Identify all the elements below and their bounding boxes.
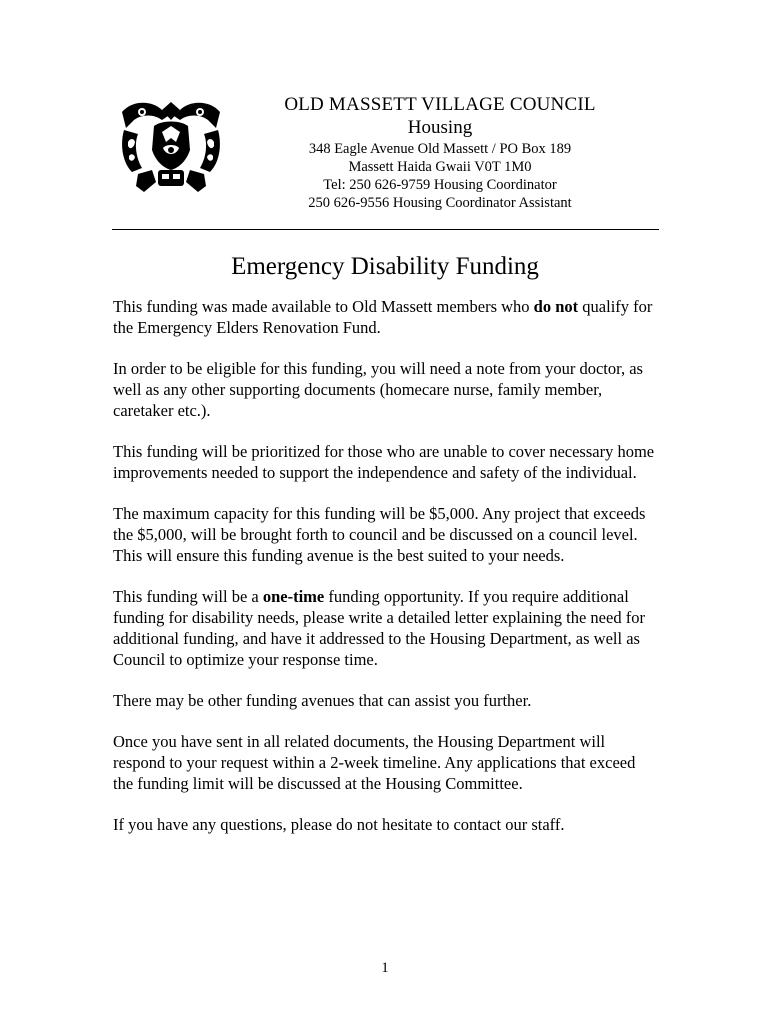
emphasis-do-not: do not — [533, 297, 579, 316]
address-line-1: 348 Eagle Avenue Old Massett / PO Box 189 — [308, 141, 572, 157]
paragraph-response-timeline: Once you have sent in all related documents, the Housing Department will respond to your request within a 2-week timeline. Any applications that exceed the funding limit will be discussed at the Housing Committee. — [113, 732, 636, 793]
page-number: 1 — [381, 960, 389, 976]
paragraph-one-time: This funding will be a one-time funding opportunity. If you require additional funding for disability needs, please write a detailed letter explaining the need for additional funding, and have it addressed to the Housing Department, as well as Council to optimize your response time. — [113, 587, 645, 669]
paragraph-other-avenues: There may be other funding avenues that can assist you further. — [113, 691, 532, 710]
emphasis-one-time: one-time — [262, 587, 325, 606]
paragraph-maximum-capacity: The maximum capacity for this funding will be $5,000. Any project that exceeds the $5,000, will be brought forth to council and be discussed on a council level. This will ensure this funding avenue is the best suited to your needs. — [113, 504, 646, 565]
paragraph-prioritization: This funding will be prioritized for those who are unable to cover necessary home improvements needed to support the independence and safety of the individual. — [113, 442, 655, 482]
phone-line-1: Tel: 250 626-9759 Housing Coordinator — [323, 177, 557, 193]
paragraph-doctor-note: In order to be eligible for this funding, you will need a note from your doctor, as well as any other supporting documents (homecare nurse, family member, caretaker etc.). — [113, 359, 643, 420]
document-title: Emergency Disability Funding — [231, 253, 539, 280]
header-divider — [112, 229, 659, 230]
paragraph-eligibility-scope: This funding was made available to Old Massett members who do not qualify for the Emergency Elders Renovation Fund. — [113, 297, 653, 337]
organization-name: OLD MASSETT VILLAGE COUNCIL — [284, 94, 596, 115]
haida-crest-logo-icon — [118, 98, 224, 196]
phone-line-2: 250 626-9556 Housing Coordinator Assistant — [308, 195, 572, 211]
document-body — [113, 296, 658, 855]
address-line-2: Massett Haida Gwaii V0T 1M0 — [348, 159, 532, 175]
department-name: Housing — [407, 117, 473, 138]
paragraph-contact-staff: If you have any questions, please do not hesitate to contact our staff. — [113, 815, 565, 834]
letterhead — [270, 94, 610, 212]
